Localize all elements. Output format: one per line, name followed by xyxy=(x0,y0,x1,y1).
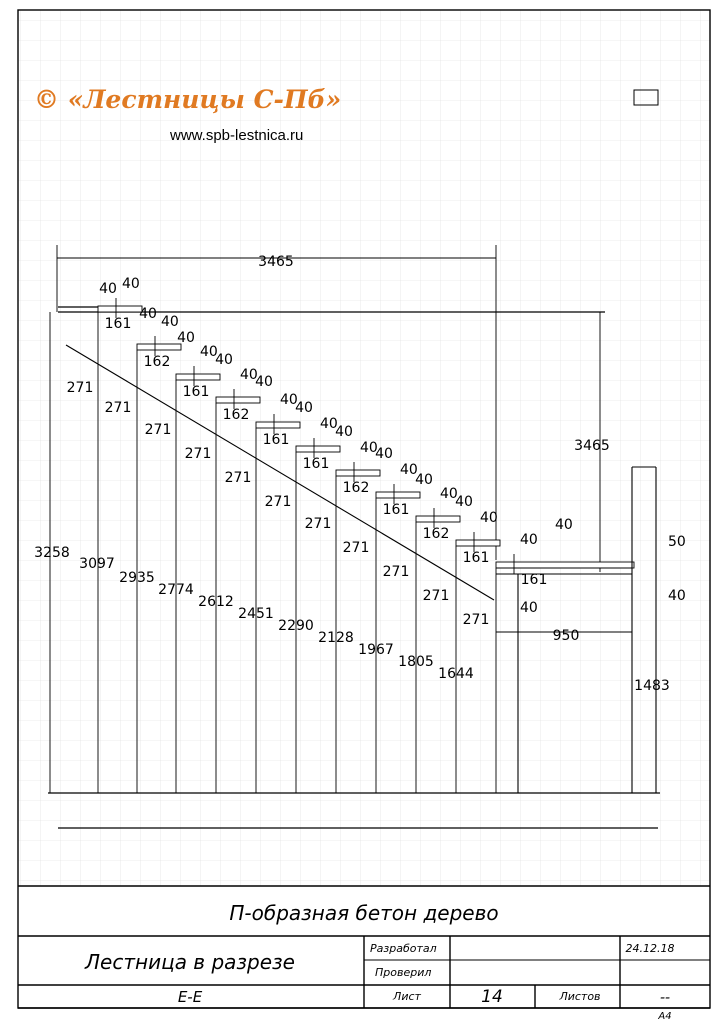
nosing-label-inner: 40 xyxy=(139,306,157,322)
landing-length-label: 950 xyxy=(552,628,580,644)
developed-label: Разработал xyxy=(370,942,437,955)
total-height-right-label: 3465 xyxy=(574,438,610,454)
sheet-label: Лист xyxy=(393,990,421,1003)
tread-depth-label: 162 xyxy=(143,354,171,370)
tread-depth-label: 161 xyxy=(104,316,132,332)
going-label: 271 xyxy=(462,612,490,628)
going-label: 271 xyxy=(144,422,172,438)
tread-depth-label: 161 xyxy=(182,384,210,400)
nosing-label-inner: 40 xyxy=(215,352,233,368)
step-height-label: 2451 xyxy=(238,606,274,622)
nosing-label: 40 xyxy=(320,416,338,432)
step-height-label: 1805 xyxy=(398,654,434,670)
tread-depth-label: 161 xyxy=(520,572,548,588)
nosing-label-inner: 40 xyxy=(455,494,473,510)
drawing-name: Лестница в разрезе xyxy=(85,950,295,974)
nosing-label: 40 xyxy=(520,532,538,548)
tread-depth-label: 161 xyxy=(262,432,290,448)
sheet-number: 14 xyxy=(481,987,503,1007)
step-height-label: 2290 xyxy=(278,618,314,634)
stair-tread xyxy=(336,470,380,476)
overall-run-label: 3465 xyxy=(258,254,294,270)
landing-nosing-label: 40 xyxy=(555,517,573,533)
stair-tread xyxy=(416,516,460,522)
nosing-label-inner: 40 xyxy=(335,424,353,440)
stair-tread xyxy=(296,446,340,452)
stair-tread xyxy=(256,422,300,428)
tread-depth-label: 161 xyxy=(462,550,490,566)
going-label: 271 xyxy=(382,564,410,580)
nosing-label: 40 xyxy=(200,344,218,360)
step-height-label: 3097 xyxy=(79,556,115,572)
going-label: 271 xyxy=(342,540,370,556)
sheets-value: -- xyxy=(659,990,671,1006)
step-height-label: 1967 xyxy=(358,642,394,658)
stair-tread xyxy=(216,397,260,403)
going-label: 271 xyxy=(264,494,292,510)
nosing-label: 40 xyxy=(480,510,498,526)
step-height-label: 2128 xyxy=(318,630,354,646)
checked-label: Проверил xyxy=(375,966,432,979)
brand-name: © «Лестницы С-Пб» xyxy=(34,85,342,114)
nosing-label: 40 xyxy=(161,314,179,330)
date-value: 24.12.18 xyxy=(625,942,675,955)
stair-tread xyxy=(376,492,420,498)
tread-depth-label: 162 xyxy=(422,526,450,542)
stair-tread xyxy=(496,562,634,568)
step-height-label: 2935 xyxy=(119,570,155,586)
step-height-label: 2774 xyxy=(158,582,194,598)
nosing-label-inner: 40 xyxy=(255,374,273,390)
landing-height-label: 1483 xyxy=(634,678,670,694)
nosing-label: 40 xyxy=(122,276,140,292)
tread-depth-label: 162 xyxy=(222,407,250,423)
nosing-label-inner: 40 xyxy=(415,472,433,488)
stair-tread xyxy=(456,540,500,546)
nosing-label-inner: 40 xyxy=(375,446,393,462)
project-title: П-образная бетон дерево xyxy=(229,901,499,925)
stair-tread xyxy=(98,306,142,312)
step-height-label: 2612 xyxy=(198,594,234,610)
nosing-label-inner: 40 xyxy=(99,281,117,297)
nosing-label: 40 xyxy=(440,486,458,502)
nosing-label-inner: 40 xyxy=(295,400,313,416)
going-label: 271 xyxy=(422,588,450,604)
tread-depth-label: 162 xyxy=(342,480,370,496)
nosing-label: 40 xyxy=(400,462,418,478)
nosing-label: 40 xyxy=(240,367,258,383)
going-label: 271 xyxy=(304,516,332,532)
going-label: 271 xyxy=(104,400,132,416)
step-height-label: 1644 xyxy=(438,666,474,682)
nosing-label: 40 xyxy=(360,440,378,456)
nosing-label: 40 xyxy=(280,392,298,408)
stair-tread xyxy=(137,344,181,350)
tread-depth-label: 161 xyxy=(302,456,330,472)
going-label: 271 xyxy=(224,470,252,486)
section-label: Е-Е xyxy=(177,988,203,1006)
landing-offset-label: 40 xyxy=(668,588,686,604)
going-label: 271 xyxy=(184,446,212,462)
bottom-nosing-label: 40 xyxy=(520,600,538,616)
stair-tread xyxy=(176,374,220,380)
format-label: А4 xyxy=(658,1011,672,1022)
landing-thickness-label: 50 xyxy=(668,534,686,550)
sheets-label: Листов xyxy=(559,990,601,1003)
going-label: 271 xyxy=(66,380,94,396)
nosing-label-inner: 40 xyxy=(177,330,195,346)
total-height-left-label: 3258 xyxy=(34,545,70,561)
tread-depth-label: 161 xyxy=(382,502,410,518)
brand-url: www.spb-lestnica.ru xyxy=(170,127,304,144)
